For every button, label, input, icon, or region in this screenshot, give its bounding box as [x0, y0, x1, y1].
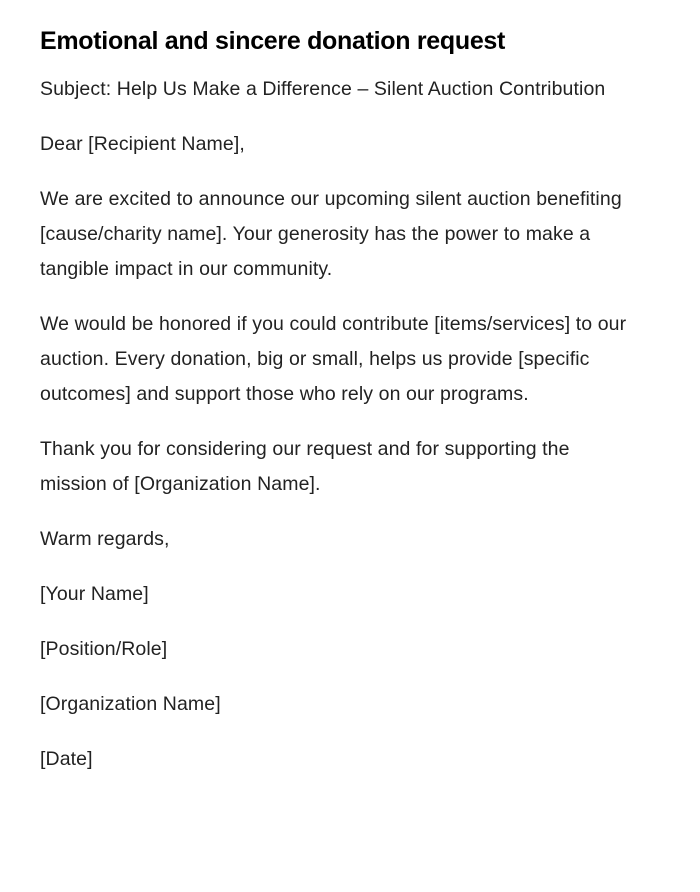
subject-line: Subject: Help Us Make a Difference – Silent Auction Contribution	[40, 78, 606, 100]
signature-organization: [Organization Name]	[40, 693, 221, 715]
body-paragraph-request: We would be honored if you could contribute [items/services] to our auction. Every donation, big or small, helps us provide [specific outcomes] and support those who rely on our programs.	[40, 313, 627, 405]
signature-position: [Position/Role]	[40, 638, 168, 660]
body-paragraph-thanks: Thank you for considering our request and for supporting the mission of [Organization Name].	[40, 438, 570, 495]
body-paragraph-announcement: We are excited to announce our upcoming silent auction benefiting [cause/charity name]. Your generosity has the power to make a tangible impact in our community.	[40, 188, 622, 280]
document-title: Emotional and sincere donation request	[40, 27, 506, 55]
signature-name: [Your Name]	[40, 583, 149, 605]
signature-date: [Date]	[40, 748, 93, 770]
closing-line: Warm regards,	[40, 528, 170, 550]
greeting: Dear [Recipient Name],	[40, 133, 245, 155]
